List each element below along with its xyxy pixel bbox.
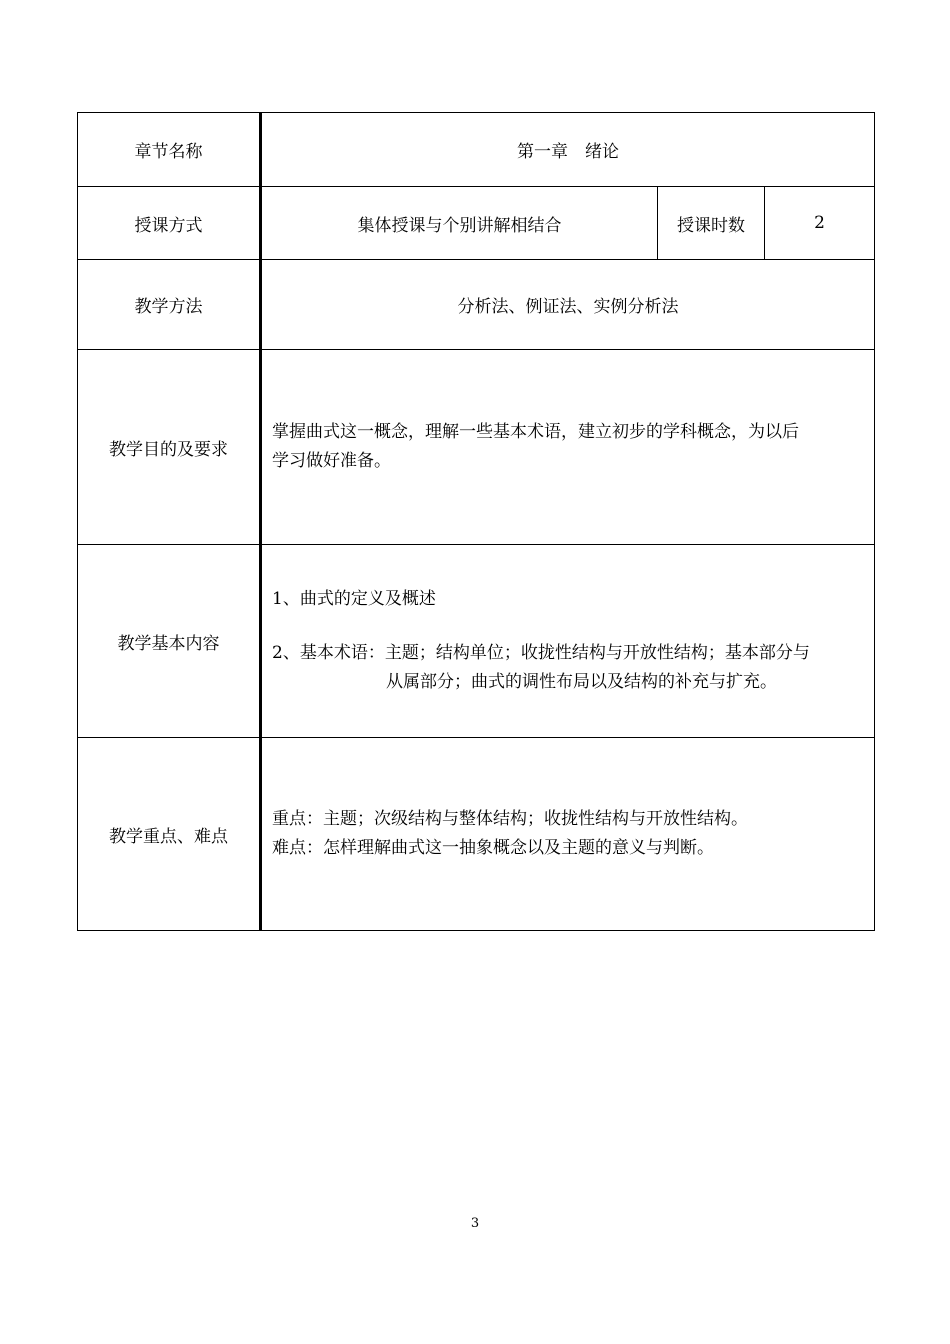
table-row-teaching-method [78, 260, 875, 350]
chapter-label: 章节名称 [78, 113, 261, 187]
table-row-key-points [78, 738, 875, 931]
table-row-content [78, 545, 875, 738]
objectives-line-2: 学习做好准备。 [272, 451, 391, 471]
teaching-mode-value: 集体授课与个别讲解相结合 [261, 187, 658, 260]
content-item-2-line-2: 从属部分；曲式的调性布局以及结构的补充与扩充。 [386, 672, 777, 692]
key-points-focus: 重点：主题；次级结构与整体结构；收拢性结构与开放性结构。 [272, 809, 748, 829]
teaching-method-value: 分析法、例证法、实例分析法 [261, 260, 875, 350]
table-row-objectives [78, 350, 875, 545]
content-item-1: 1、曲式的定义及概述 [272, 589, 436, 609]
course-info-table [77, 112, 875, 931]
content-item-2 [272, 639, 866, 697]
content-label: 教学基本内容 [78, 545, 261, 738]
objectives-text [261, 350, 875, 545]
chapter-value: 第一章 绪论 [261, 113, 875, 187]
content-text [261, 545, 875, 738]
key-points-label: 教学重点、难点 [78, 738, 261, 931]
key-points-difficulty: 难点：怎样理解曲式这一抽象概念以及主题的意义与判断。 [272, 838, 714, 858]
teaching-mode-label: 授课方式 [78, 187, 261, 260]
teaching-hours-label: 授课时数 [658, 187, 765, 260]
teaching-hours-value: 2 [765, 187, 875, 260]
teaching-method-label: 教学方法 [78, 260, 261, 350]
content-item-2-line-1: 2、基本术语：主题；结构单位；收拢性结构与开放性结构；基本部分与 [272, 643, 810, 663]
table-row-chapter [78, 113, 875, 187]
key-points-text [261, 738, 875, 931]
objectives-label: 教学目的及要求 [78, 350, 261, 545]
table-row-teaching-mode [78, 187, 875, 260]
page-number: 3 [470, 1216, 480, 1231]
objectives-line-1: 掌握曲式这一概念，理解一些基本术语，建立初步的学科概念，为以后 [272, 422, 799, 442]
